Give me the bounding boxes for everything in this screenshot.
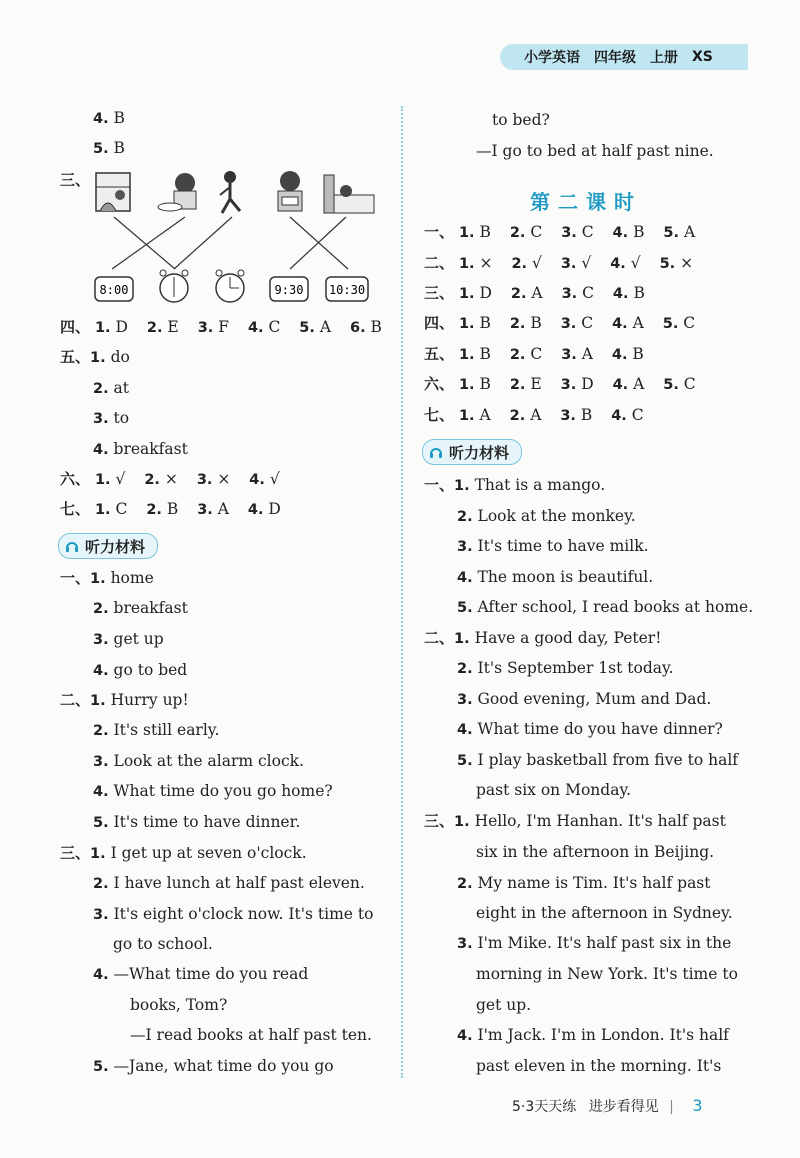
- answer-line: 4. breakfast: [93, 440, 188, 458]
- lesson-title: 第二课时: [530, 190, 642, 214]
- header-subject: 小学英语: [524, 50, 580, 66]
- listening-line: 2. breakfast: [93, 599, 188, 617]
- listening-material-tag: 听力材料: [58, 533, 158, 559]
- listening-line: six in the afternoon in Beijing.: [476, 843, 715, 861]
- picture-4: [278, 171, 302, 211]
- footer-slogan: 进步看得见: [588, 1099, 659, 1115]
- listening-line: 4. What time do you go home?: [93, 782, 333, 800]
- svg-text:8:00: 8:00: [99, 283, 129, 297]
- listening-line: 3. Good evening, Mum and Dad.: [457, 690, 712, 708]
- answer-row: 七、 1. A 2. A 3. B 4. C: [424, 406, 644, 424]
- header-edition: XS: [692, 49, 713, 65]
- listening-material-tag: 听力材料: [422, 439, 522, 465]
- picture-5: [324, 175, 374, 213]
- listening-line: 5. It's time to have dinner.: [93, 813, 301, 831]
- headphones-icon: [65, 539, 79, 553]
- listening-line: 3. It's time to have milk.: [457, 537, 649, 555]
- listening-line: 4. The moon is beautiful.: [457, 568, 654, 586]
- listening-line: books, Tom?: [130, 996, 228, 1014]
- listening-line: 三、1. I get up at seven o'clock.: [60, 844, 307, 862]
- picture-3: [220, 171, 240, 213]
- listening-line: past six on Monday.: [476, 781, 632, 799]
- answer-line: 5. B: [93, 139, 125, 157]
- listening-line: 2. My name is Tim. It's half past: [457, 874, 711, 892]
- listening-line: —I read books at half past ten.: [130, 1026, 372, 1044]
- listening-line: 二、1. Have a good day, Peter!: [424, 629, 662, 647]
- answer-row: 六、 1. √ 2. × 3. × 4. √: [60, 470, 280, 488]
- listening-line: 4. I'm Jack. I'm in London. It's half: [457, 1026, 729, 1044]
- digital-clock-3: [326, 277, 368, 301]
- answer-row: 七、 1. C 2. B 3. A 4. D: [60, 500, 281, 518]
- svg-text:9:30: 9:30: [274, 283, 304, 297]
- listening-line: 三、1. Hello, I'm Hanhan. It's half past: [424, 812, 726, 830]
- listening-line: 一、1. That is a mango.: [424, 476, 606, 494]
- listening-line: 3. Look at the alarm clock.: [93, 752, 304, 770]
- listening-line: to bed?: [492, 111, 550, 129]
- answer-row: 五、 1. B 2. C 3. A 4. B: [424, 345, 644, 363]
- listening-line: get up.: [476, 996, 532, 1014]
- answer-line: 3. to: [93, 409, 130, 427]
- picture-2: [158, 173, 196, 211]
- answer-row: 二、 1. × 2. √ 3. √ 4. √ 5. ×: [424, 254, 694, 272]
- listening-line: 4. go to bed: [93, 661, 188, 679]
- digital-clock-2: [270, 277, 308, 301]
- header-volume: 上册: [650, 50, 678, 66]
- digital-clock-1: [95, 277, 133, 301]
- matching-illustration: [90, 165, 380, 310]
- listening-line: past eleven in the morning. It's: [476, 1057, 722, 1075]
- listening-line: 5. —Jane, what time do you go: [93, 1057, 334, 1075]
- headphones-icon: [429, 445, 443, 459]
- listening-line: 5. I play basketball from five to half: [457, 751, 739, 769]
- listening-line: 2. It's September 1st today.: [457, 659, 674, 677]
- answer-row: 一、 1. B 2. C 3. C 4. B 5. A: [424, 223, 696, 241]
- answer-line: 五、1. do: [60, 348, 130, 366]
- page-footer: [512, 1096, 703, 1116]
- answer-row: 四、 1. D 2. E 3. F 4. C 5. A 6. B: [60, 318, 382, 336]
- header-bar: [500, 44, 748, 70]
- footer-separator: |: [669, 1099, 674, 1115]
- analog-clock-2: [216, 270, 244, 302]
- answer-row: 六、 1. B 2. E 3. D 4. A 5. C: [424, 375, 696, 393]
- answer-row: 四、 1. B 2. B 3. C 4. A 5. C: [424, 314, 696, 332]
- listening-line: 5. After school, I read books at home.: [457, 598, 754, 616]
- page-number: 3: [692, 1096, 703, 1115]
- listening-line: morning in New York. It's time to: [476, 965, 738, 983]
- listening-line: 2. It's still early.: [93, 721, 220, 739]
- picture-1: [96, 173, 130, 211]
- answer-row: 三、 1. D 2. A 3. C 4. B: [424, 284, 645, 302]
- listening-line: 2. I have lunch at half past eleven.: [93, 874, 365, 892]
- listening-line: 2. Look at the monkey.: [457, 507, 636, 525]
- listening-line: 3. I'm Mike. It's half past six in the: [457, 934, 732, 952]
- listening-line: go to school.: [113, 935, 213, 953]
- answer-line: 2. at: [93, 379, 130, 397]
- listening-line: 3. get up: [93, 630, 164, 648]
- listening-line: 4. —What time do you read: [93, 965, 309, 983]
- listening-line: 二、1. Hurry up!: [60, 691, 189, 709]
- analog-clock-1: [160, 270, 188, 302]
- listening-line: 4. What time do you have dinner?: [457, 720, 723, 738]
- listening-line: —I go to bed at half past nine.: [476, 142, 714, 160]
- listening-line: 一、1. home: [60, 569, 154, 587]
- listening-line: 3. It's eight o'clock now. It's time to: [93, 905, 374, 923]
- listening-line: eight in the afternoon in Sydney.: [476, 904, 733, 922]
- section-label: 三、: [60, 171, 91, 189]
- svg-text:10:30: 10:30: [328, 283, 366, 297]
- answer-line: 4. B: [93, 109, 125, 127]
- footer-brand: 5·3天天练: [512, 1099, 577, 1115]
- column-divider: [401, 106, 403, 1078]
- header-grade: 四年级: [594, 50, 636, 66]
